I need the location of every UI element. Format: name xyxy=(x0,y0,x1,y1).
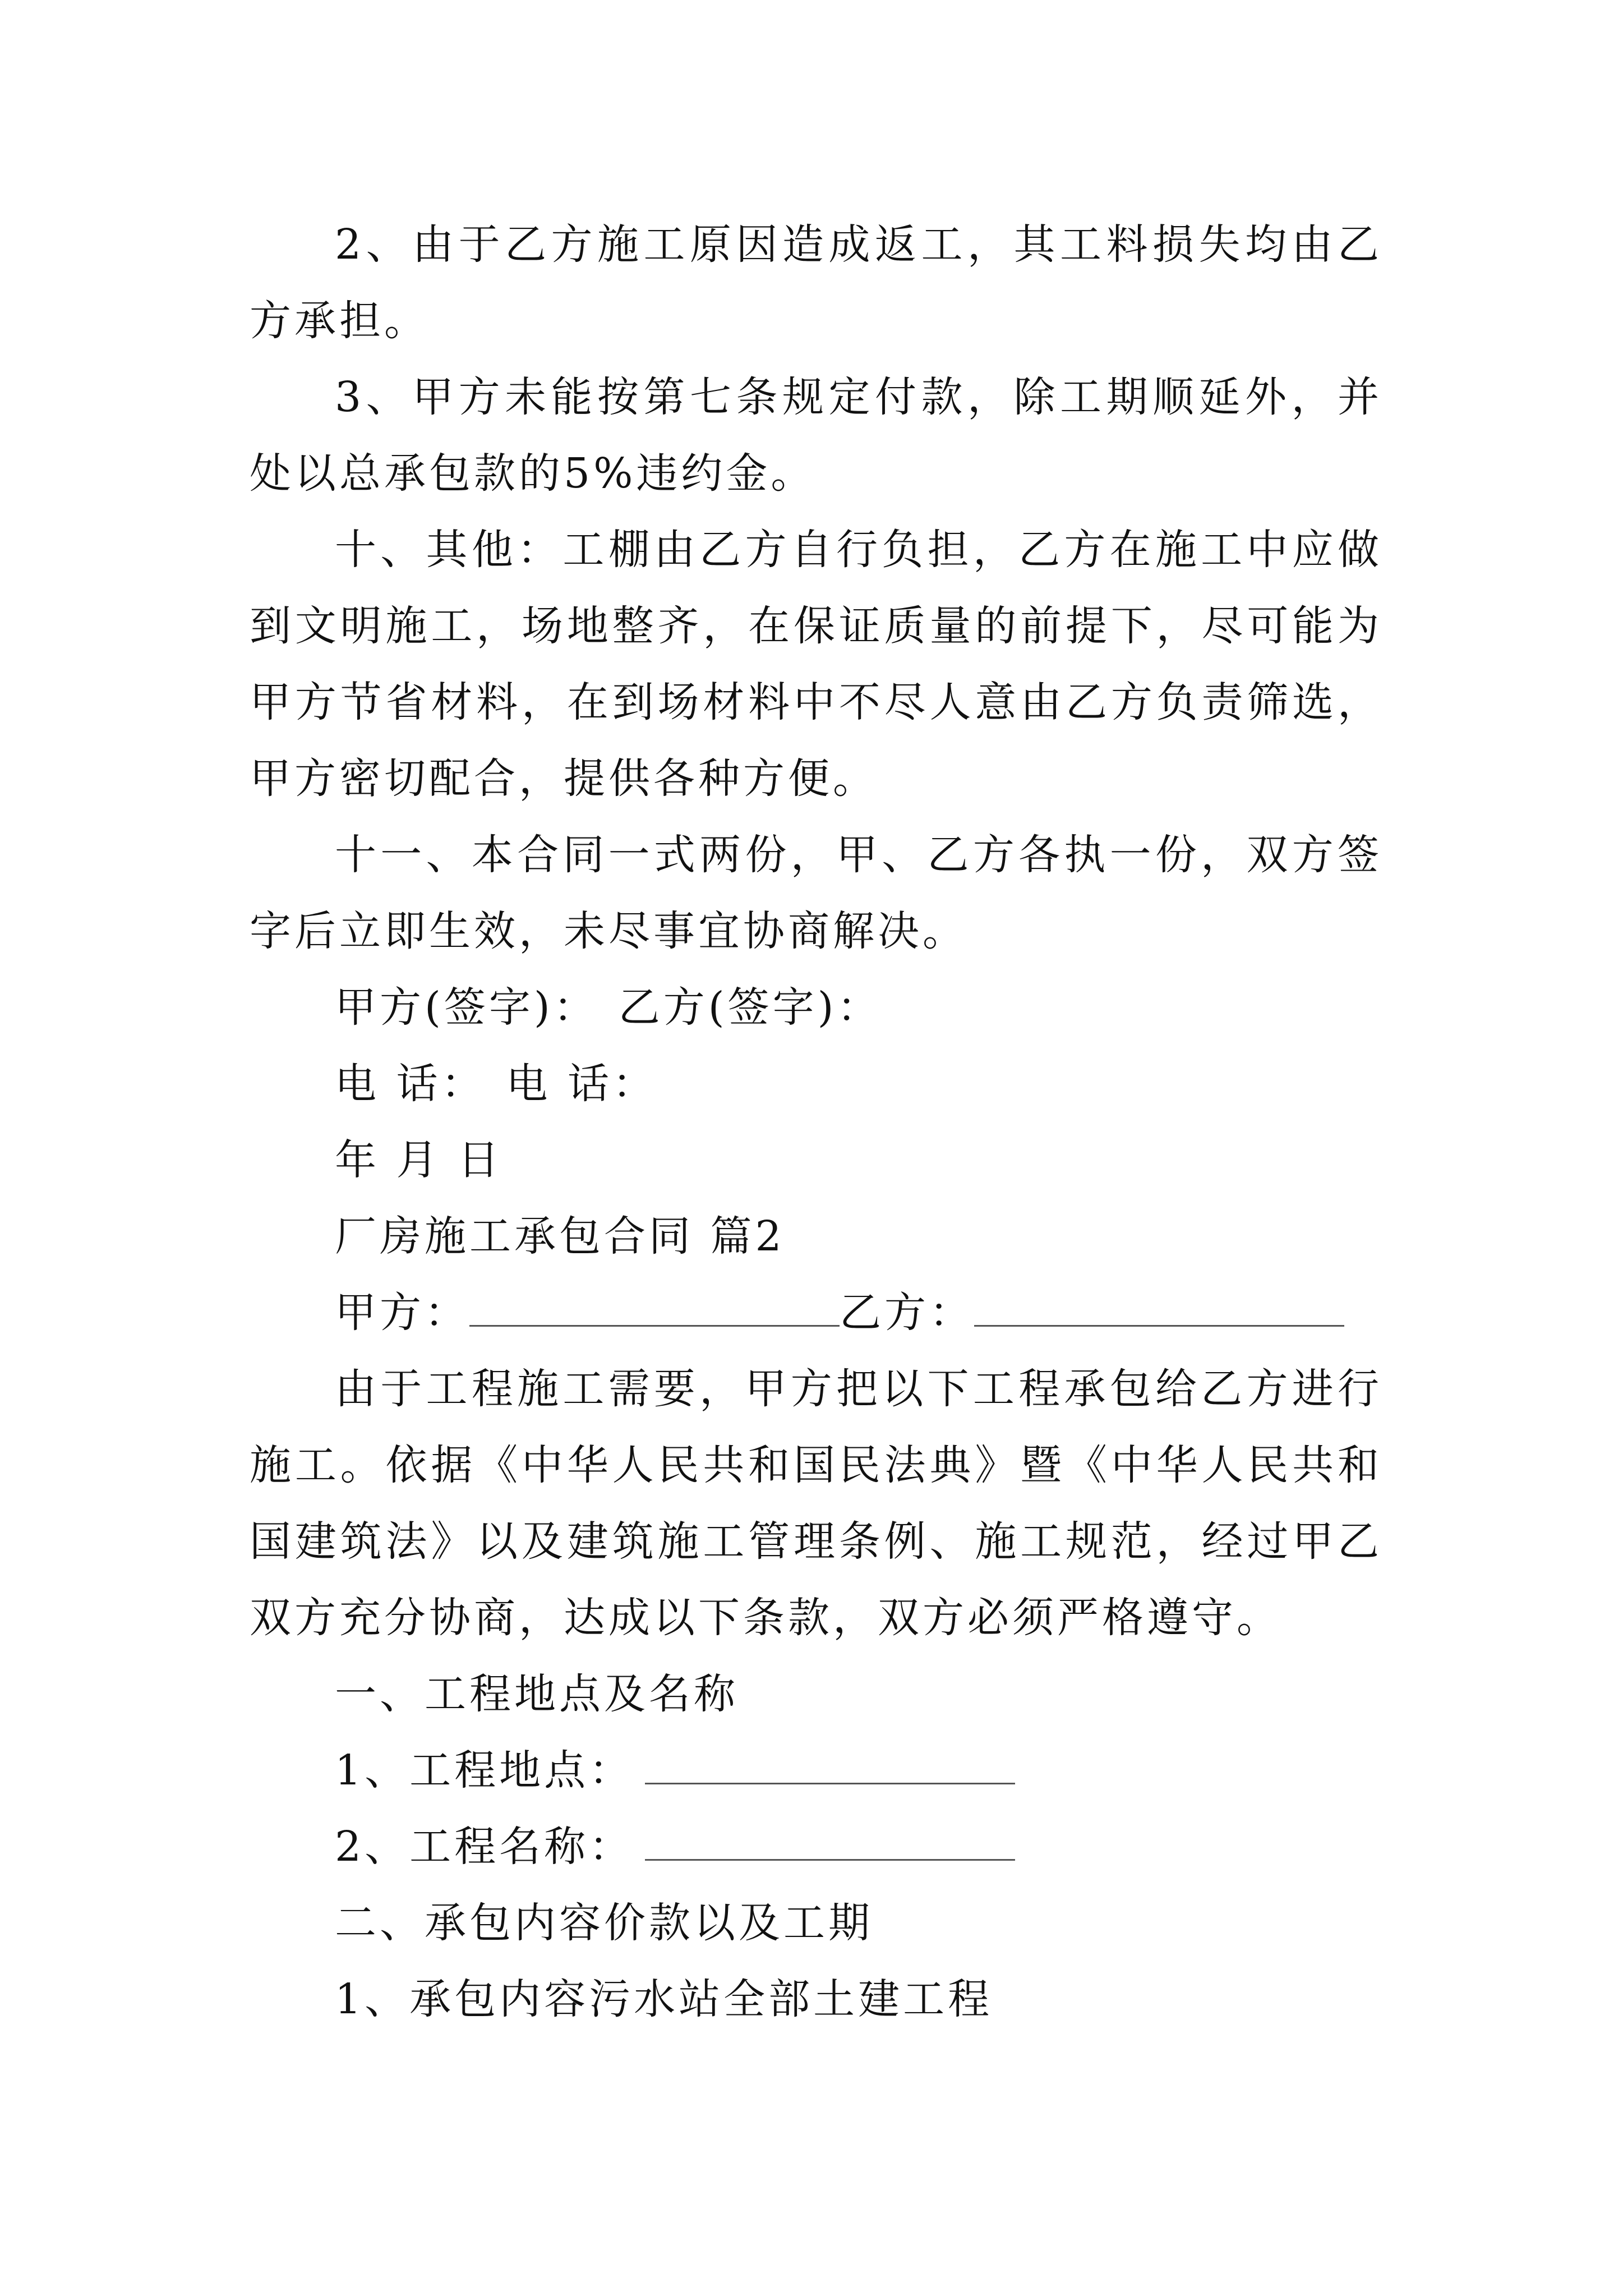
project-name-line xyxy=(250,1809,1382,1885)
contract-2-intro: 由于工程施工需要，甲方把以下工程承包给乙方进行施工。依据《中华人民共和国民法典》暨《中华人民共和国建筑法》以及建筑施工管理条例、施工规范，经过甲乙双方充分协商，达成以下条款，双方必须严格遵守。 xyxy=(250,1365,1382,1642)
party-a-signature-label: 甲方(签字)： xyxy=(335,983,598,1032)
party-a-label: 甲方： xyxy=(335,1289,469,1337)
clause-9-item-3: 3、甲方未能按第七条规定付款，除工期顺延外，并处以总承包款的5%违约金。 xyxy=(250,373,1382,498)
contract-2-title: 厂房施工承包合同 篇2 xyxy=(335,1212,785,1260)
party-b-blank xyxy=(974,1286,1344,1327)
scope-content-line: 1、承包内容污水站全部土建工程 xyxy=(335,1975,993,2023)
party-b-label: 乙方： xyxy=(840,1289,974,1337)
parties-line xyxy=(250,1274,1382,1351)
project-location-blank xyxy=(645,1743,1015,1784)
heading-location-name: 一、工程地点及名称 xyxy=(335,1670,739,1718)
date-line: 年 月 日 xyxy=(335,1136,503,1184)
project-name-blank xyxy=(645,1820,1015,1861)
project-location-line xyxy=(250,1732,1382,1809)
signature-line xyxy=(250,969,1382,1046)
project-location-label: 1、工程地点： xyxy=(335,1746,634,1795)
document-body xyxy=(250,206,1382,2037)
clause-10-other: 十、其他：工棚由乙方自行负担，乙方在施工中应做到文明施工，场地整齐，在保证质量的前提下，尽可能为甲方节省材料，在到场材料中不尽人意由乙方负责筛选，甲方密切配合，提供各种方便。 xyxy=(250,526,1382,803)
party-b-phone-label: 电 话： xyxy=(506,1060,658,1108)
party-a-phone-label: 电 话： xyxy=(335,1060,486,1108)
party-a-blank xyxy=(469,1286,840,1327)
project-name-label: 2、工程名称： xyxy=(335,1823,634,1871)
heading-scope-price-period: 二、承包内容价款以及工期 xyxy=(335,1899,873,1947)
clause-9-item-2: 2、由于乙方施工原因造成返工，其工料损失均由乙方承担。 xyxy=(250,220,1382,345)
party-b-signature-label: 乙方(签字)： xyxy=(618,983,882,1032)
clause-11-copies: 十一、本合同一式两份，甲、乙方各执一份，双方签字后立即生效，未尽事宜协商解决。 xyxy=(250,831,1382,955)
phone-line xyxy=(250,1046,1382,1122)
